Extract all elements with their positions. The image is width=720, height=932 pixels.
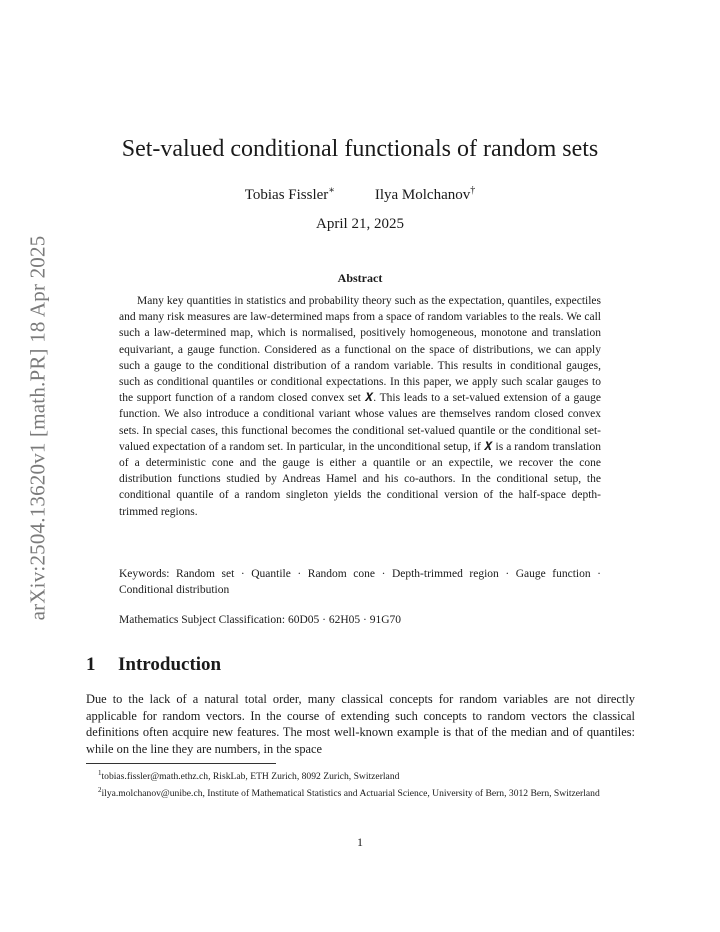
page-number: 1 <box>357 835 363 849</box>
author-name: Ilya Molchanov <box>374 187 471 203</box>
author-name: Tobias Fissler <box>244 187 329 203</box>
section-heading <box>86 653 221 677</box>
paper-date: April 21, 2025 <box>316 216 404 232</box>
section-title: Introduction <box>118 654 222 675</box>
abstract-body <box>119 293 601 520</box>
footnote-mark: 2 <box>98 785 102 794</box>
author-list <box>0 181 720 205</box>
msc-classification: Mathematics Subject Classification: 60D05 · 62H05 · 91G70 <box>119 614 402 626</box>
footnote-1 <box>86 767 635 784</box>
arxiv-identifier-stamp: arXiv:2504.13620v1 [math.PR] 18 Apr 2025 <box>25 235 50 621</box>
author-footnote-mark: ∗ <box>328 185 336 196</box>
introduction-text: Due to the lack of a natural total order, many classical concepts for random variables are not directly applicable for random vectors. In the course of extending such concepts to random vectors the classical definitions often acquire new features. The most well-known example is that of the median and of quantiles: while on the line they are numbers, in the space <box>86 692 635 756</box>
keywords: Keywords: Random set · Quantile · Random cone · Depth-trimmed region · Gauge function · Conditional distribution <box>119 568 601 597</box>
footnote-text: ilya.molchanov@unibe.ch, Institute of Mathematical Statistics and Actuarial Science, University of Bern, 3012 Bern, Switzerland <box>101 788 600 800</box>
section-number: 1 <box>86 654 96 675</box>
footnote-mark: 1 <box>98 769 102 777</box>
footnote-text: tobias.fissler@math.ethz.ch, RiskLab, ETH Zurich, 8092 Zurich, Switzerland <box>101 771 400 783</box>
author-1 <box>245 181 335 205</box>
introduction-body <box>86 691 635 757</box>
author-2 <box>375 181 475 205</box>
abstract-heading: Abstract <box>337 271 383 285</box>
footnotes <box>86 767 635 801</box>
footnote-divider <box>86 763 276 764</box>
paper-title: Set-valued conditional functionals of random sets <box>121 136 599 162</box>
author-footnote-mark: † <box>470 185 476 196</box>
abstract-text: Many key quantities in statistics and probability theory such as the expectation, quantiles, expectiles and many risk measures are law-determined maps from a space of random variables to the reals. We call such a law-determined map, which is normalised, positively homogeneous, monotone and translation equivariant, a gauge function. Considered as a functional on the space of distributions, we can apply such a gauge to the conditional distribution of a random variable. This results in conditional gauges, such as conditional quantiles or conditional expectations. In this paper, we apply such scalar gauges to the support function of a random closed convex set 𝑿. This leads to a set-valued extension of a gauge function. We also introduce a conditional variant whose values are themselves random closed convex sets. In special cases, this functional becomes the conditional set-valued quantile or the conditional set-valued expectation of a random set. In particular, in the unconditional setup, if 𝑿 is a random translation of a deterministic cone and the gauge is either a quantile or an expectile, we recover the cone distribution functions studied by Andreas Hamel and his co-authors. In the conditional setup, the conditional quantile of a random singleton yields the conditional version of the half-space depth-trimmed regions. <box>119 295 601 518</box>
footnote-2 <box>86 784 635 801</box>
